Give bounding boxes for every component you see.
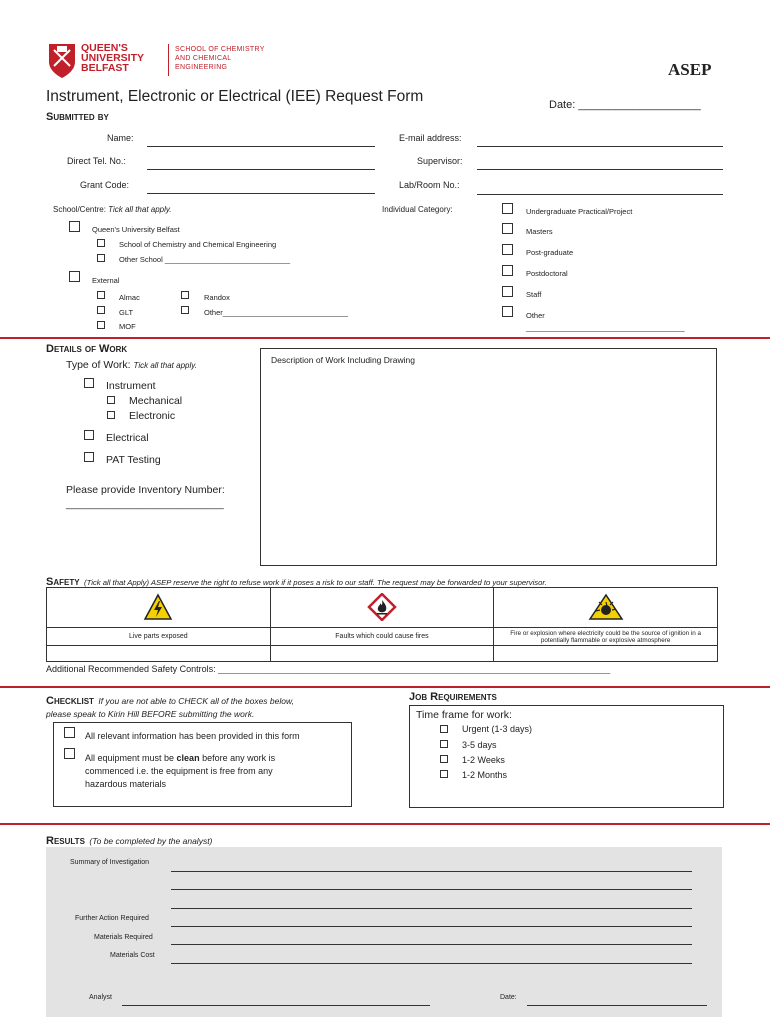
logo-text: QUEEN'S UNIVERSITY BELFAST: [81, 42, 145, 74]
results-date-label: Date:: [500, 994, 517, 1001]
grant-input[interactable]: [147, 193, 375, 194]
flammable-icon: [367, 593, 397, 621]
checkbox-glt[interactable]: [97, 306, 105, 314]
supervisor-label: Supervisor:: [417, 156, 463, 166]
results-panel: [46, 847, 722, 1017]
hazard-label-2: Faults which could cause fires: [270, 628, 494, 646]
checkbox-1-2-months[interactable]: [440, 770, 448, 778]
checkbox-qub[interactable]: [69, 221, 80, 232]
timeframe-3-5-days: 3-5 days: [462, 740, 497, 750]
asep-title: ASEP: [668, 60, 712, 79]
electrical-label: Electrical: [106, 432, 149, 444]
checkbox-masters[interactable]: [502, 223, 513, 234]
checkbox-postdoctoral[interactable]: [502, 265, 513, 276]
checkbox-randox[interactable]: [181, 291, 189, 299]
checkbox-postgraduate[interactable]: [502, 244, 513, 255]
electronic-label: Electronic: [129, 410, 176, 422]
tel-label: Direct Tel. No.:: [67, 156, 126, 166]
checkbox-other-external[interactable]: [181, 306, 189, 314]
checkbox-other-category[interactable]: [502, 306, 513, 317]
checkbox-urgent[interactable]: [440, 725, 448, 733]
checkbox-mof[interactable]: [97, 321, 105, 329]
checkbox-external[interactable]: [69, 271, 80, 282]
inventory-input[interactable]: ___________________________: [66, 498, 224, 510]
summary-line-1[interactable]: [171, 871, 692, 872]
hazard-icon-cell-1: [47, 588, 271, 628]
category-masters: Masters: [526, 227, 553, 236]
tel-input[interactable]: [147, 169, 375, 170]
supervisor-input[interactable]: [477, 169, 723, 170]
timeframe-1-2-months: 1-2 Months: [462, 770, 508, 780]
instrument-label: Instrument: [106, 380, 156, 392]
category-label: Individual Category:: [382, 205, 453, 214]
hazard-tick-3[interactable]: [494, 646, 718, 662]
checkbox-almac[interactable]: [97, 291, 105, 299]
logo-divider: [168, 44, 169, 76]
hazard-label-1: Live parts exposed: [47, 628, 271, 646]
timeframe-label: Time frame for work:: [416, 709, 512, 721]
hazard-tick-1[interactable]: [47, 646, 271, 662]
clean-emphasis: clean: [176, 753, 200, 763]
inventory-label: Please provide Inventory Number:: [66, 484, 225, 496]
analyst-label: Analyst: [89, 994, 112, 1001]
checkbox-3-5-days[interactable]: [440, 740, 448, 748]
other-category-line[interactable]: ______________________________________: [526, 323, 685, 332]
almac-label: Almac: [119, 293, 140, 302]
checkbox-undergraduate[interactable]: [502, 203, 513, 214]
mechanical-label: Mechanical: [129, 395, 183, 407]
checkbox-staff[interactable]: [502, 286, 513, 297]
university-logo: [47, 42, 175, 82]
checkbox-electrical[interactable]: [84, 430, 94, 440]
checkbox-instrument[interactable]: [84, 378, 94, 388]
checklist-note-2: please speak to Kirin Hill BEFORE submitting the work.: [46, 709, 255, 719]
further-action-label: Further Action Required: [75, 915, 149, 922]
submitted-heading: Submitted by: [46, 111, 109, 123]
lab-label: Lab/Room No.:: [399, 180, 460, 190]
randox-label: Randox: [204, 293, 230, 302]
other-school-label[interactable]: Other School ______________________________: [119, 255, 290, 264]
divider-3: [0, 823, 770, 825]
divider-2: [0, 686, 770, 688]
category-postgraduate: Post-graduate: [526, 248, 574, 257]
analyst-line[interactable]: [122, 1005, 430, 1006]
checkbox-other-school[interactable]: [97, 254, 105, 262]
hazard-label-3: Fire or explosion where electricity could be the source of ignition in a potentially flammable or explosive atmosphere: [494, 628, 718, 646]
checkbox-1-2-weeks[interactable]: [440, 755, 448, 763]
additional-controls-input[interactable]: ______________________________________________________________________________________________: [218, 665, 611, 674]
name-input[interactable]: [147, 146, 375, 147]
hazard-tick-2[interactable]: [270, 646, 494, 662]
checkbox-pat-testing[interactable]: [84, 452, 94, 462]
school-centre-label: School/Centre: Tick all that apply.: [53, 205, 172, 214]
safety-note: (Tick all that Apply) ASEP reserve the right to refuse work if it poses a risk to our staff. The request may be forwarded to your supervisor.: [84, 578, 547, 587]
lab-input[interactable]: [477, 194, 723, 195]
safety-heading: Safety: [46, 576, 80, 588]
form-title: Instrument, Electronic or Electrical (IEE) Request Form: [46, 88, 424, 105]
divider-1: [0, 337, 770, 339]
email-label: E-mail address:: [399, 133, 462, 143]
materials-required-line[interactable]: [171, 944, 692, 945]
summary-line-3[interactable]: [171, 908, 692, 909]
further-action-line[interactable]: [171, 926, 692, 927]
materials-cost-line[interactable]: [171, 963, 692, 964]
job-heading: Job Requirements: [409, 691, 497, 703]
other-external-label[interactable]: Other______________________________: [204, 308, 348, 317]
checkbox-school-chem[interactable]: [97, 239, 105, 247]
explosive-atmosphere-icon: [588, 593, 624, 621]
additional-controls-row: [46, 664, 610, 674]
hazard-icon-cell-2: [270, 588, 494, 628]
school-hint: Tick all that apply.: [108, 205, 172, 214]
checkbox-mechanical[interactable]: [107, 396, 115, 404]
checklist-item-1: All relevant information has been provided in this form: [85, 731, 300, 741]
summary-line-2[interactable]: [171, 889, 692, 890]
category-postdoctoral: Postdoctoral: [526, 269, 568, 278]
hazard-icon-cell-3: [494, 588, 718, 628]
date-field[interactable]: Date: ____________________: [549, 99, 701, 111]
category-undergraduate: Undergraduate Practical/Project: [526, 207, 633, 216]
name-label: Name:: [107, 133, 134, 143]
details-heading: Details of Work: [46, 343, 128, 355]
email-input[interactable]: [477, 146, 723, 147]
category-staff: Staff: [526, 290, 542, 299]
category-other: Other: [526, 311, 545, 320]
crest-icon: [47, 42, 77, 80]
qub-label: Queen's University Belfast: [92, 225, 180, 234]
description-label: Description of Work Including Drawing: [271, 355, 415, 365]
results-note: (To be completed by the analyst): [89, 836, 213, 846]
checkbox-info-provided[interactable]: [64, 727, 75, 738]
results-date-line[interactable]: [527, 1005, 707, 1006]
glt-label: GLT: [119, 308, 134, 317]
additional-controls-label: Additional Recommended Safety Controls:: [46, 664, 216, 674]
school-chem-label: School of Chemistry and Chemical Engineering: [119, 240, 277, 249]
grant-label: Grant Code:: [80, 180, 130, 190]
external-label: External: [92, 276, 120, 285]
summary-label: Summary of Investigation: [70, 859, 149, 866]
timeframe-urgent: Urgent (1-3 days): [462, 724, 533, 734]
checklist-item-2: All equipment must be clean before any work is commenced i.e. the equipment is free from any hazardous materials: [85, 753, 276, 789]
description-box[interactable]: [260, 348, 717, 566]
checkbox-equipment-clean[interactable]: [64, 748, 75, 759]
checklist-note-1: If you are not able to CHECK all of the boxes below,: [98, 696, 295, 706]
timeframe-1-2-weeks: 1-2 Weeks: [462, 755, 505, 765]
materials-cost-label: Materials Cost: [110, 952, 155, 959]
checklist-heading-row: [46, 691, 294, 709]
pat-testing-label: PAT Testing: [106, 454, 161, 466]
school-logo-text: SCHOOL OF CHEMISTRY AND CHEMICAL ENGINEERING: [175, 46, 265, 71]
checkbox-electronic[interactable]: [107, 411, 115, 419]
mof-label: MOF: [119, 322, 136, 331]
type-of-work-label: Type of Work: Tick all that apply.: [66, 359, 197, 371]
results-heading: Results: [46, 835, 85, 847]
type-hint: Tick all that apply.: [133, 361, 197, 370]
safety-table: [46, 587, 718, 662]
electrical-hazard-icon: [143, 593, 173, 621]
checklist-heading: Checklist: [46, 695, 94, 707]
materials-required-label: Materials Required: [94, 934, 153, 941]
